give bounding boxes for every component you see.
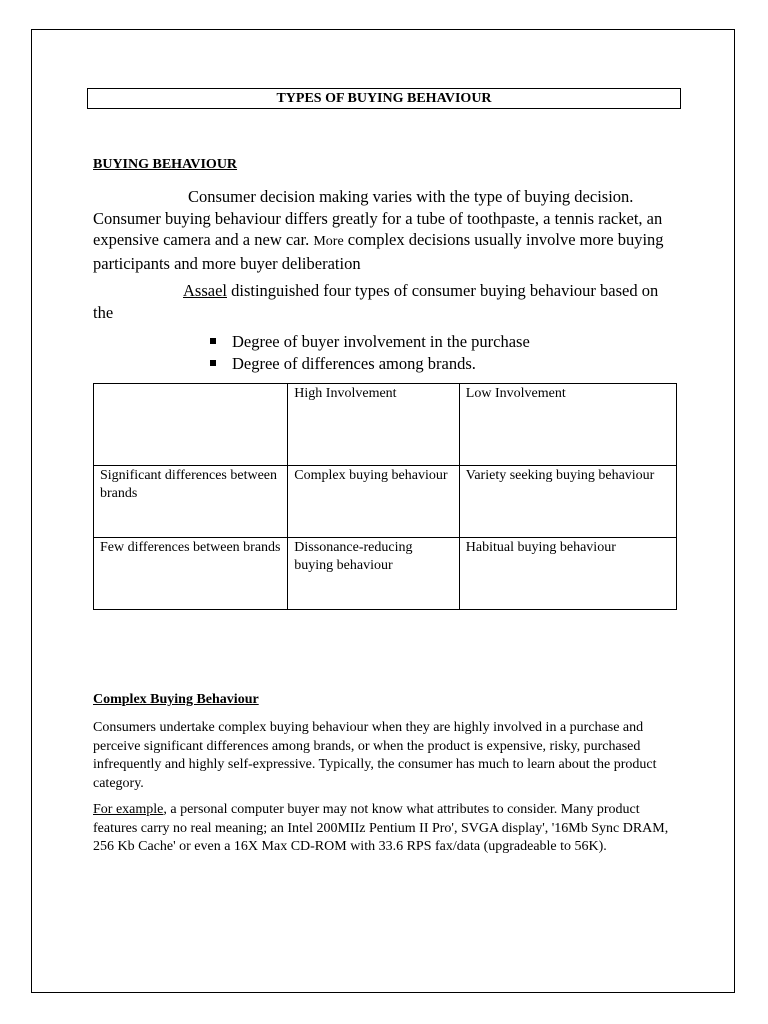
section-heading-complex-buying: Complex Buying Behaviour (93, 692, 259, 707)
intro-text-part2: complex decisions usually involve more buying participants and more buyer deliberation (93, 230, 664, 273)
example-text: , a personal computer buyer may not know what attributes to consider. Many product features carry no real meaning; an Intel 200MIIz Pentium II Pro', SVGA display', '16Mb Sync DRAM, 256 Kb Cache' or even a 16X Max CD-ROM with 33.6 RPS fax/data (upgradeable to 56K). (93, 802, 669, 854)
assael-paragraph (93, 280, 678, 323)
table-cell (94, 384, 288, 466)
assael-text: distinguished four types of consumer buying behaviour based on the (93, 281, 659, 322)
table-row (94, 466, 677, 538)
bullet-square-icon (210, 360, 216, 366)
assael-link[interactable]: Assael (183, 281, 227, 300)
list-item (210, 353, 530, 375)
complex-buying-paragraph: Consumers undertake complex buying behaviour when they are highly involved in a purchase and perceive significant differences among brands, or when the product is expensive, risky, purchased infrequently and highly self-expressive. Typically, the consumer has much to learn about the product category. (93, 720, 657, 791)
table-cell: Complex buying behaviour (288, 466, 459, 538)
intro-paragraph (93, 186, 678, 274)
list-item (210, 331, 530, 353)
page-title: TYPES OF BUYING BEHAVIOUR (87, 88, 681, 109)
bullet-square-icon (210, 338, 216, 344)
for-example-link[interactable]: For example (93, 802, 164, 817)
table-header-high-involvement: High Involvement (288, 384, 459, 466)
table-cell: Significant differences between brands (94, 466, 288, 538)
table-row (94, 538, 677, 610)
criteria-list (210, 331, 530, 374)
buying-behaviour-matrix (93, 383, 677, 610)
table-cell: Habitual buying behaviour (459, 538, 676, 610)
table-cell: Variety seeking buying behaviour (459, 466, 676, 538)
list-item-text: Degree of buyer involvement in the purchase (232, 332, 530, 351)
table-cell: Few differences between brands (94, 538, 288, 610)
table-header-row (94, 384, 677, 466)
example-paragraph (93, 801, 683, 857)
table-cell: Dissonance-reducing buying behaviour (288, 538, 459, 610)
section-heading-buying-behaviour: BUYING BEHAVIOUR (93, 157, 238, 172)
list-item-text: Degree of differences among brands. (232, 353, 476, 373)
table-header-low-involvement: Low Involvement (459, 384, 676, 466)
intro-text-more: More (313, 234, 344, 249)
intro-text-part1: Consumer decision making varies with the type of buying decision. Consumer buying behaviour differs greatly for a tube of toothpaste, a tennis racket, an expensive camera and a new car. (93, 187, 663, 249)
